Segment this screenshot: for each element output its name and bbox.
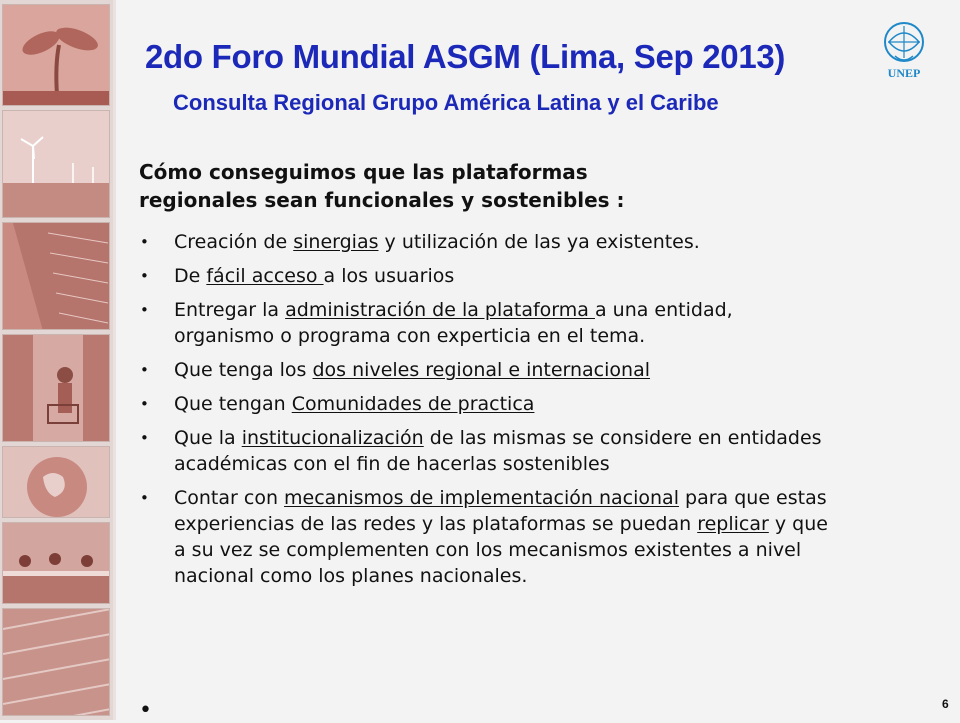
bullet-dot: • <box>140 395 149 413</box>
underlined-term: sinergias <box>293 231 379 253</box>
empty-bullet: • <box>139 698 152 723</box>
bullet-dot: • <box>140 301 149 319</box>
underlined-term: institucionalización <box>241 427 424 449</box>
bullet-dot: • <box>140 361 149 379</box>
underlined-term: administración de la plataforma <box>285 299 595 321</box>
meeting-photo <box>2 522 110 604</box>
item-text: Creación de <box>174 231 294 253</box>
list-item <box>137 485 837 589</box>
item-text: a una entidad, organismo o programa con experticia en el tema. <box>174 299 733 347</box>
list-item <box>137 263 837 289</box>
sidebar-divider <box>113 0 116 720</box>
bullet-dot: • <box>140 429 149 447</box>
page-number: 6 <box>942 697 949 711</box>
section-heading-line2: regionales sean funcionales y sostenibles : <box>139 188 625 212</box>
bullet-dot: • <box>140 233 149 251</box>
item-text: De <box>174 265 207 287</box>
list-item <box>137 297 837 349</box>
item-text: Que la <box>174 427 242 449</box>
wind-turbines-photo <box>2 110 110 218</box>
underlined-term: replicar <box>697 513 769 535</box>
underlined-term: fácil acceso <box>206 265 324 287</box>
item-text: Contar con <box>174 487 285 509</box>
bullet-dot: • <box>140 489 149 507</box>
item-text: para que estas experiencias de las redes y las plataformas se puedan <box>174 487 827 535</box>
bullet-dot: • <box>140 267 149 285</box>
unep-logo <box>879 20 929 82</box>
item-text: Entregar la <box>174 299 286 321</box>
bullet-list <box>137 229 837 597</box>
item-text: a los usuarios <box>323 265 455 287</box>
item-text: de las mismas se considere en entidades académicas con el fin de hacerlas sostenibles <box>174 427 822 475</box>
slide-subtitle: Consulta Regional Grupo América Latina y el Caribe <box>173 90 719 115</box>
section-heading <box>139 158 859 214</box>
seedling-photo <box>2 4 110 106</box>
building-photo <box>2 222 110 330</box>
item-text: Que tengan <box>174 393 292 415</box>
section-heading-line1: Cómo conseguimos que las plataformas <box>139 160 588 184</box>
unep-logo-text: UNEP <box>887 66 921 80</box>
slide-title: 2do Foro Mundial ASGM (Lima, Sep 2013) <box>145 38 786 75</box>
list-item <box>137 357 837 383</box>
item-text: y que a su vez se complementen con los mecanismos existentes a nivel nacional como los planes nacionales. <box>174 513 828 587</box>
underlined-term: dos niveles regional e internacional <box>312 359 651 381</box>
supermarket-photo <box>2 334 110 442</box>
globe-photo <box>2 446 110 518</box>
list-item <box>137 391 837 417</box>
item-text: y utilización de las ya existentes. <box>378 231 700 253</box>
decorative-photo-strip <box>0 0 113 720</box>
list-item <box>137 425 837 477</box>
item-text: Que tenga los <box>174 359 313 381</box>
underlined-term: mecanismos de implementación nacional <box>284 487 679 509</box>
underlined-term: Comunidades de practica <box>291 393 535 415</box>
texture-photo <box>2 608 110 716</box>
list-item <box>137 229 837 255</box>
